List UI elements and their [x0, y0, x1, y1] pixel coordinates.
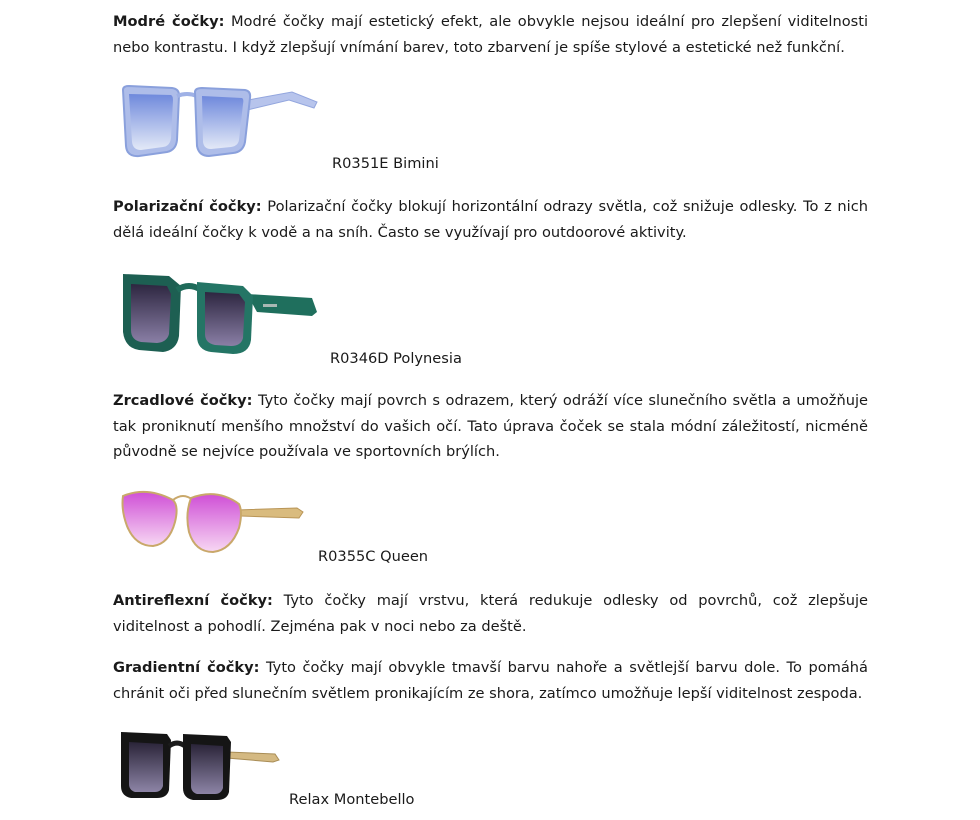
paragraph-text: Polarizační čočky blokují horizontální odrazy světla, což snižuje odlesky. To z nich dělá ideální čočky k vodě a na sníh. Často se využívají pro outdoorové aktivity. — [113, 198, 868, 241]
paragraph-modre-cocky — [113, 9, 868, 60]
paragraph-antireflexni-cocky — [113, 588, 868, 639]
caption-queen: R0355C Queen — [318, 548, 429, 565]
paragraph-zrcadlove-cocky — [113, 388, 868, 465]
caption-bimini: R0351E Bimini — [332, 155, 439, 172]
paragraph-title: Antireflexní čočky: — [113, 592, 273, 609]
glasses-polynesia-icon — [117, 266, 322, 358]
caption-polynesia: R0346D Polynesia — [330, 350, 462, 367]
caption-montebello: Relax Montebello — [289, 791, 415, 808]
paragraph-polarizacni-cocky — [113, 194, 868, 245]
glasses-queen-icon — [117, 482, 317, 562]
paragraph-title: Gradientní čočky: — [113, 659, 260, 676]
paragraph-title: Zrcadlové čočky: — [113, 392, 253, 409]
paragraph-title: Polarizační čočky: — [113, 198, 262, 215]
paragraph-title: Modré čočky: — [113, 13, 225, 30]
paragraph-text: Tyto čočky mají povrch s odrazem, který odráží více slunečního světla a umožňuje tak proniknutí menšího množství do vašich očí. Tato úprava čoček se stala módní záležitostí, nicméně původně se nejvíce používala ve sportovních brýlích. — [113, 392, 868, 460]
paragraph-text: Tyto čočky mají obvykle tmavší barvu nahoře a světlejší barvu dole. To pomáhá chránit oči před slunečním světlem pronikajícím ze shora, zatímco umožňuje lepší viditelnost zespoda. — [113, 659, 868, 702]
paragraph-gradientni-cocky — [113, 655, 868, 706]
glasses-montebello-icon — [117, 726, 287, 804]
paragraph-text: Tyto čočky mají vrstvu, která redukuje odlesky od povrchů, což zlepšuje viditelnost a pohodlí. Zejména pak v noci nebo za deště. — [113, 592, 868, 635]
paragraph-text: Modré čočky mají estetický efekt, ale obvykle nejsou ideální pro zlepšení viditelnosti nebo kontrastu. I když zlepšují vnímání barev, toto zbarvení je spíše stylové a estetické než funkční. — [113, 13, 868, 56]
glasses-bimini-icon — [117, 80, 322, 170]
